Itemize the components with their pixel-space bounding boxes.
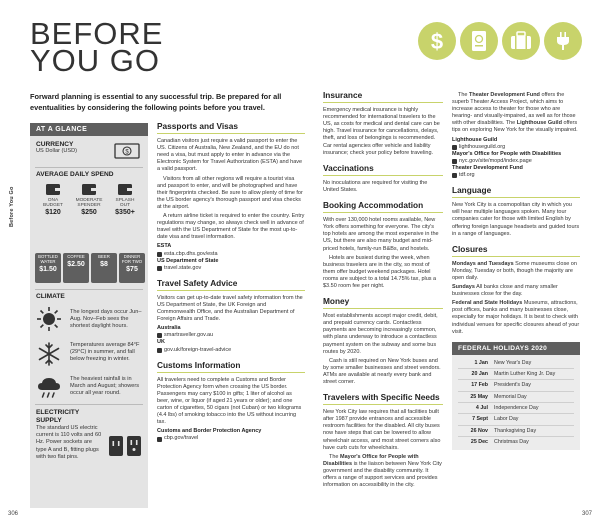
mopd-link[interactable]: [452, 158, 580, 165]
dos-url[interactable]: travel.state.gov: [164, 264, 202, 271]
divider: [35, 404, 143, 405]
daily-spend-label: AVERAGE DAILY SPEND: [36, 171, 114, 178]
uk-link[interactable]: [157, 347, 305, 354]
closures-holidays: [452, 300, 580, 335]
lighthouse-name-inline: Lighthouse Guild: [516, 120, 562, 127]
text-run: The: [329, 453, 341, 460]
price-beer: [91, 253, 117, 283]
australia-name: Australia: [157, 325, 181, 332]
text-run: offers tips on exploring New York for the visually impaired.: [452, 120, 578, 134]
cbp-url[interactable]: cbp.gov/travel: [164, 435, 199, 442]
page-number-right: 307: [581, 511, 592, 517]
holiday-row: [458, 380, 574, 391]
web-icon: [157, 348, 162, 353]
column-2: [157, 123, 305, 443]
holiday-name: President's Day: [494, 382, 531, 389]
climate-rainfall-text: The heaviest rainfall is in March and August; showers occur all year round.: [70, 376, 140, 397]
booking-paragraph-2: Hotels are busiest during the week, when business travelers are in the city, so most of them offer budget weekend packages. Hotel rooms are subject to a total 14.75% tax, plus a $3.50 room fee per night.: [323, 254, 437, 289]
price-water: [35, 253, 61, 283]
passports-paragraph-2: Visitors from all other regions will require a tourist visa and passport to enter, and will be photographed and have their fingerprints checked. Be sure to allow plenty of time for the US border agency's thorough passport and visa checks at the airport.: [157, 175, 303, 210]
insurance-paragraph: Emergency medical insurance is highly recommended for international travelers to the US, as costs for medical and dental care can be high. Travel insurance for cancellations, delays, theft, and loss of belongings is recommended. Car rental agencies offer vehicle and liability insurance; check your policy before traveling.: [323, 107, 440, 156]
spend-splash-label: SPLASH OUT: [115, 198, 135, 209]
price-dinner-label: DINNER FOR TWO: [121, 254, 143, 264]
price-coffee-label: COFFEE: [67, 254, 85, 259]
intro-text: Forward planning is essential to any successful trip. Be prepared for all eventualities by considering the following points before you travel.: [30, 92, 282, 112]
closures-heading: Closures: [452, 246, 580, 257]
esta-link[interactable]: [157, 251, 305, 258]
closures-holidays-label: Federal and State Holidays: [452, 300, 523, 307]
uk-url[interactable]: gov.uk/foreign-travel-advice: [164, 346, 232, 353]
holiday-name: Independence Day: [494, 405, 539, 411]
socket-type-b-icon: [126, 435, 142, 462]
mopd-url[interactable]: nyc.gov/site/mopd/index.page: [459, 157, 532, 164]
holiday-name: Christmas Day: [494, 438, 529, 445]
esta-name: ESTA: [157, 243, 172, 250]
page-number-left: 306: [8, 511, 19, 517]
at-a-glance-heading: AT A GLANCE: [30, 123, 148, 136]
divider: [35, 167, 143, 168]
header-icons: [418, 22, 582, 60]
web-icon: [157, 437, 162, 442]
language-heading: Language: [452, 187, 580, 198]
closures-mondays-label: Mondays and Tuesdays: [452, 260, 514, 267]
holiday-row: [458, 437, 574, 447]
cbp-name: Customs and Border Protection Agency: [157, 428, 262, 435]
holiday-name: Labor Day: [494, 416, 519, 423]
climate-daylight-text: The longest days occur Jun–Aug. Nov–Feb sees the shortest daylight hours.: [70, 309, 142, 330]
holiday-row: [458, 426, 574, 437]
spend-budget: [38, 181, 68, 216]
running-head-section: Before You Go: [9, 186, 15, 227]
column-3: [323, 92, 443, 491]
currency-label: CURRENCY: [36, 141, 74, 148]
price-coffee: [63, 253, 89, 283]
running-head: [8, 90, 18, 240]
title-line-1: BEFORE: [30, 16, 164, 51]
customs-paragraph: All travelers need to complete a Customs and Border Protection Agency form when crossing the US border. Passengers may carry $100 in gifts; 1 liter of alcohol as beer, wine, or liquor (if aged 21 years or older); and one carton of cigarettes, 50 cigars (not Cuban) or two kilograms (4.4 lbs) of smoking tobacco into the US without incurring tax.: [157, 376, 302, 426]
luggage-icon: [502, 22, 540, 60]
spend-budget-value: $120: [45, 208, 61, 216]
advice-paragraph: Visitors can get up-to-date travel safety information from the US Department of State, the UK Foreign and Commonwealth Office, and the Australian Department of Foreign Affairs and Trade.: [157, 294, 303, 323]
climate-label: CLIMATE: [36, 293, 65, 300]
lighthouse-link[interactable]: [452, 144, 580, 151]
holiday-row: [458, 358, 574, 369]
spend-moderate: [74, 181, 104, 216]
tdf-name: Theater Development Fund: [452, 164, 523, 171]
money-paragraph-1: Most establishments accept major credit, debit, and prepaid currency cards. Contactless payments are becoming increasingly common, with plans underway to introduce a contactless payment system on the subway and some bus routes by 2020.: [323, 313, 438, 355]
price-beer-value: $8: [100, 260, 108, 268]
passports-paragraph-3: A return airline ticket is required to enter the country. Entry regulations may change, so always check well in advance of travel with the US Department of State for the most up-to-date visa and travel information.: [157, 213, 305, 241]
price-dinner-value: $75: [126, 265, 138, 273]
sun-icon: [36, 306, 62, 337]
cbp-link[interactable]: [157, 435, 305, 442]
federal-holidays-box: [452, 342, 580, 450]
tdf-name-inline: Theater Development Fund: [469, 92, 540, 98]
booking-heading: Booking Accommodation: [323, 202, 443, 213]
money-paragraph-2: Cash is still required on New York buses and by some smaller businesses and street vendors. ATMs are available at nearly every bank and street corner.: [323, 357, 441, 385]
web-icon: [157, 252, 162, 257]
title-line-2: YOU GO: [30, 43, 161, 78]
mopd-name-inline: Mayor's Office for People with Disabilities: [323, 453, 419, 467]
page-title: [30, 16, 164, 78]
federal-holidays-heading: FEDERAL HOLIDAYS 2020: [452, 342, 580, 355]
holiday-date: 20 Jan: [471, 371, 488, 378]
web-icon: [452, 159, 457, 164]
dollar-icon: [418, 22, 456, 60]
holiday-date: 7 Sept: [472, 416, 488, 423]
tdf-url[interactable]: tdf.org: [459, 172, 475, 179]
electricity-label: ELECTRICITY SUPPLY: [36, 409, 80, 424]
wallet-icon: [116, 181, 134, 197]
closures-sundays: [452, 284, 580, 298]
snowflake-icon: [36, 341, 62, 372]
dollar-note-icon: [114, 141, 140, 166]
divider: [35, 289, 143, 290]
money-heading: Money: [323, 298, 443, 309]
wallet-icon: [80, 181, 98, 197]
price-water-value: $1.50: [39, 265, 57, 273]
web-icon: [452, 145, 457, 150]
travelers-paragraph-1: New York City law requires that all facilities built after 1987 provide entrances and accessible restroom facilities for the disabled. All city buses now have steps that can be lowered to allow wheelchair access, and most street corners also have curb cuts for wheelchairs.: [323, 409, 441, 451]
column-4: [452, 92, 580, 450]
mopd-name: Mayor's Office for People with Disabilities: [452, 150, 562, 157]
spend-moderate-label: MODERATE SPENDER: [75, 198, 103, 209]
spend-budget-label: ONA BUDGET: [43, 198, 63, 209]
federal-holidays-list: [452, 355, 580, 450]
price-beer-label: BEER: [98, 254, 110, 259]
text-run: The: [458, 92, 470, 98]
holiday-row: [458, 369, 574, 380]
travelers-paragraph-2: [323, 454, 443, 489]
web-icon: [452, 173, 457, 178]
at-a-glance-panel: [30, 123, 148, 508]
insurance-heading: Insurance: [323, 92, 443, 103]
spend-splash-value: $350+: [115, 208, 135, 216]
holiday-date: 1 Jan: [474, 359, 488, 366]
holiday-date: 26 Nov: [470, 427, 488, 434]
travelers-paragraph-3: [452, 92, 580, 135]
passports-heading: Passports and Visas: [157, 123, 305, 134]
holiday-date: 25 Dec: [470, 438, 488, 445]
passport-icon: [460, 22, 498, 60]
closures-mondays: [452, 261, 580, 282]
vaccinations-heading: Vaccinations: [323, 165, 443, 176]
wallet-icon: [44, 181, 62, 197]
esta-url[interactable]: esta.cbp.dhs.gov/esta: [164, 250, 218, 257]
booking-paragraph-1: With over 130,000 hotel rooms available, New York offers something for everyone. The city's top hotels are among the most expensive in the US, but there are also many budget and mid-priced hotels, family-run B&Bs, and hostels.: [323, 217, 439, 252]
svg-text:$: $: [430, 29, 444, 53]
text-run: offers the superb Theater Access Project, which aims to increase access to theater for those who are hearing- and visually-impaired, as well as for those with other disabilities. The: [452, 92, 576, 127]
lighthouse-name: Lighthouse Guild: [452, 136, 498, 143]
price-coffee-value: $2.50: [67, 260, 85, 268]
web-icon: [157, 266, 162, 271]
currency-block: [36, 141, 77, 155]
electricity-text: The standard US electric current is 110 volts and 60 Hz. Power sockets are type A and B, fitting plugs with two flat pins.: [36, 425, 102, 460]
text-run: Museums, attractions, post offices, banks and many businesses close, especially for major holidays. It is best to check with individual venues for specific closures ahead of your visit.: [452, 300, 580, 335]
spend-moderate-value: $250: [81, 208, 97, 216]
plug-icon: [544, 22, 582, 60]
vaccinations-paragraph: No inoculations are required for visiting the United States.: [323, 179, 428, 193]
holiday-date: 4 Jul: [475, 405, 488, 411]
holiday-row: [458, 414, 574, 425]
australia-link[interactable]: [157, 332, 305, 339]
holiday-date: 25 May: [470, 393, 488, 400]
travelers-heading: Travelers with Specific Needs: [323, 394, 443, 405]
holiday-date: 17 Feb: [471, 382, 488, 389]
tdf-link[interactable]: [452, 172, 580, 179]
lighthouse-url[interactable]: lighthouseguild.org: [459, 143, 506, 150]
text-run: Some museums close on Monday, Tuesday or both, though the majority are open daily.: [452, 260, 577, 281]
text-run: All banks close and many smaller businesses close for the day.: [452, 284, 558, 298]
socket-type-a-icon: [108, 435, 124, 462]
holiday-row: [458, 392, 574, 403]
language-paragraph: New York City is a cosmopolitan city in which you will hear multiple languages spoken. Many tour companies cater for those with limited English by offering foreign language headsets and guided tours in a range of languages.: [452, 202, 580, 237]
holiday-name: Thanksgiving Day: [494, 427, 537, 434]
web-icon: [157, 333, 162, 338]
rain-cloud-icon: [36, 376, 62, 407]
text-run: is the liaison between New York City government and the disability community. It offers a range of support services and provides information on accessibility in the city.: [323, 460, 442, 489]
uk-name: UK: [157, 339, 165, 346]
price-water-label: BOTTLED WATER: [38, 254, 58, 264]
advice-heading: Travel Safety Advice: [157, 280, 305, 291]
holiday-row: [458, 403, 574, 414]
price-dinner: [119, 253, 145, 283]
climate-temperature-text: Temperatures average 84°F (29°C) in summer, and fall below freezing in winter.: [70, 342, 140, 363]
currency-value: US Dollar (USD): [36, 148, 78, 154]
dos-name: US Department of State: [157, 257, 219, 264]
holiday-name: New Year's Day: [494, 359, 532, 366]
holiday-name: Memorial Day: [494, 393, 527, 400]
dos-link[interactable]: [157, 265, 305, 272]
australia-url[interactable]: smartraveller.gov.au: [164, 332, 214, 339]
spend-splash: [110, 181, 140, 216]
customs-heading: Customs Information: [157, 362, 305, 373]
closures-sundays-label: Sundays: [452, 284, 475, 291]
svg-text:$: $: [125, 149, 129, 156]
passports-paragraph-1: Canadian visitors just require a valid passport to enter the US. Citizens of Australia, New Zealand, and the EU do not need a visa, but must apply to enter in advance via the Electronic System for Travel Authorization (ESTA) and have a valid passport.: [157, 138, 303, 173]
holiday-name: Martin Luther King Jr. Day: [494, 371, 556, 378]
